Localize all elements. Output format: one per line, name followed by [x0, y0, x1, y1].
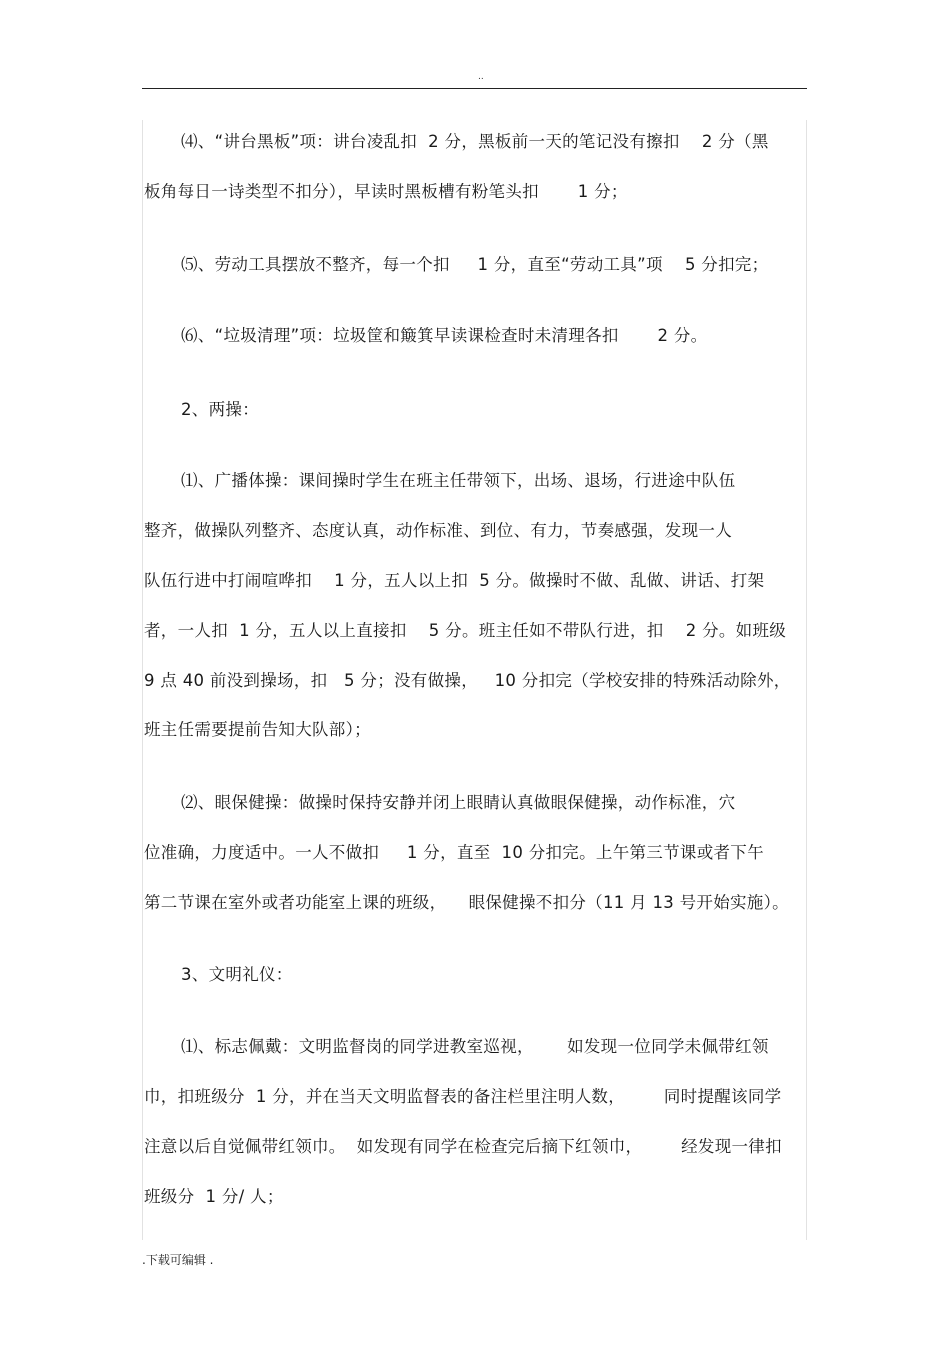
text-line: ⑷、“讲台黑板”项：讲台凌乱扣 2 分，黑板前一天的笔记没有擦扣 2 分（黑: [181, 132, 769, 151]
text-line: 巾，扣班级分 1 分，并在当天文明监督表的备注栏里注明人数， 同时提醒该同学: [144, 1087, 782, 1106]
text-line: 队伍行进中打闹喧哗扣 1 分，五人以上扣 5 分。做操时不做、乱做、讲话、打架: [144, 571, 765, 590]
text-line: 班主任需要提前告知大队部）；: [144, 720, 371, 739]
footer-text: .下载可编辑 .: [142, 1253, 214, 1267]
text-line: 第二节课在室外或者功能室上课的班级， 眼保健操不扣分（11 月 13 号开始实施）。: [144, 893, 789, 912]
text-line: 整齐，做操队列整齐、态度认真，动作标准、到位、有力，节奏感强，发现一人: [144, 521, 732, 540]
frame-right-border: [806, 120, 807, 1240]
section-heading: 2、两操：: [181, 400, 259, 419]
header-mark: ..: [478, 72, 484, 82]
text-line: 注意以后自觉佩带红领巾。 如发现有同学在检查完后摘下红领巾， 经发现一律扣: [144, 1137, 782, 1156]
text-line: ⑴、广播体操：课间操时学生在班主任带领下，出场、退场，行进途中队伍: [181, 471, 736, 490]
text-line: 板角每日一诗类型不扣分），早读时黑板槽有粉笔头扣 1 分；: [144, 182, 628, 201]
frame-left-border: [142, 120, 143, 1240]
text-line: 者，一人扣 1 分，五人以上直接扣 5 分。班主任如不带队行进，扣 2 分。如班级: [144, 621, 787, 640]
section-heading: 3、文明礼仪：: [181, 965, 293, 984]
text-line: ⑴、标志佩戴：文明监督岗的同学进教室巡视， 如发现一位同学未佩带红领: [181, 1037, 769, 1056]
text-line: ⑸、劳动工具摆放不整齐，每一个扣 1 分，直至“劳动工具”项 5 分扣完；: [181, 255, 769, 274]
header-rule: [142, 88, 807, 89]
text-line: 9 点 40 前没到操场，扣 5 分；没有做操， 10 分扣完（学校安排的特殊活动除外，: [144, 671, 791, 690]
text-line: ⑹、“垃圾清理”项：垃圾筐和簸箕早读课检查时未清理各扣 2 分。: [181, 326, 708, 345]
text-line: 班级分 1 分/ 人；: [144, 1187, 284, 1206]
text-line: 位准确，力度适中。一人不做扣 1 分，直至 10 分扣完。上午第三节课或者下午: [144, 843, 764, 862]
text-line: ⑵、眼保健操：做操时保持安静并闭上眼睛认真做眼保健操，动作标准，穴: [181, 793, 736, 812]
